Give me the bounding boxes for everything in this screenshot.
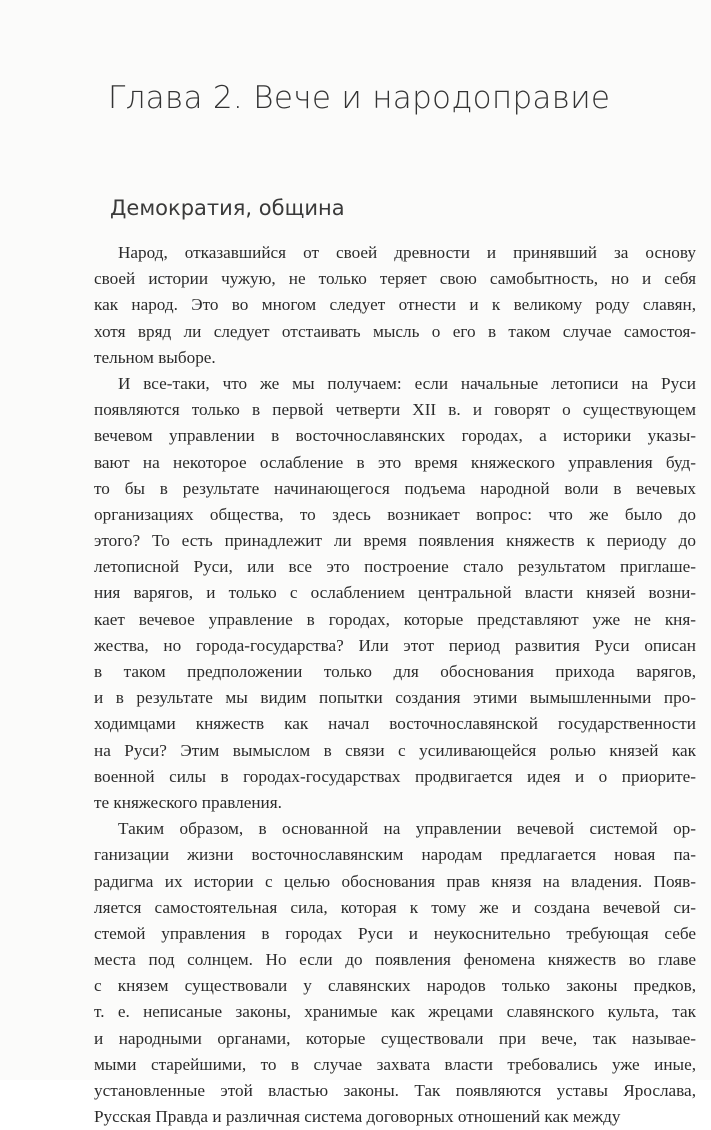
text-line: ганизации жизни восточнославянским народам предлагается новая па- (94, 845, 696, 865)
text-line: своей истории чужую, не только теряет свою самобытность, но и себя (94, 269, 696, 289)
text-line: вают на некоторое ослабление в это время княжеского управления буд- (94, 452, 696, 472)
text-line: ляется самостоятельная сила, которая к тому же и создана вечевой си- (94, 897, 696, 917)
text-line: организациях общества, то здесь возникает вопрос: что же было до (94, 504, 696, 524)
text-line: летописной Руси, или все это построение стало результатом приглаше- (94, 557, 696, 577)
text-line: места под солнцем. Но если до появления феномена княжеств во главе (94, 950, 696, 970)
text-line: Таким образом, в основанной на управлении вечевой системой ор- (118, 819, 696, 839)
text-line: радигма их истории с целью обоснования прав князя на владения. Появ- (94, 871, 696, 891)
paragraph (94, 816, 696, 1130)
body-text (94, 240, 696, 1130)
text-line: вечевом управлении в восточнославянских городах, а историки указы- (94, 426, 696, 446)
text-line: т. е. неписаные законы, хранимые как жрецами славянского культа, так (94, 1002, 696, 1022)
text-line: мыми старейшими, то в случае захвата власти требовались уже иные, (94, 1054, 696, 1074)
text-line: установленные этой властью законы. Так появляются уставы Ярослава, (94, 1081, 696, 1100)
text-line: Русская Правда и различная система договорных отношений как между (94, 1107, 621, 1127)
text-line: и народными органами, которые существовали при вече, так называе- (94, 1028, 696, 1048)
text-line: военной силы в городах-государствах продвигается идея и о приорите- (94, 766, 696, 786)
section-title: Демократия, община (110, 196, 345, 220)
text-line: появляются только в первой четверти XII в. и говорят о существующем (94, 400, 696, 420)
text-line: то бы в результате начинающегося подъема народной воли в вечевых (94, 478, 696, 498)
text-line: жества, но города-государства? Или этот период развития Руси описан (94, 635, 696, 655)
text-line: этого? То есть принадлежит ли время появления княжеств к периоду до (94, 531, 696, 551)
text-line: в таком предположении только для обоснования прихода варягов, (94, 662, 696, 681)
text-line: хотя вряд ли следует отстаивать мысль о его в таком случае самостоя- (94, 321, 696, 341)
text-line: те княжеского правления. (94, 792, 282, 812)
text-line: и в результате мы видим попытки создания этими вымышленными про- (94, 688, 696, 708)
text-line: с князем существовали у славянских народов только законы предков, (94, 976, 696, 996)
text-line: ходимцами княжеств как начал восточнославянской государственности (94, 714, 696, 734)
text-line: тельном выборе. (94, 347, 216, 367)
text-line: И все-таки, что же мы получаем: если начальные летописи на Руси (118, 373, 696, 393)
text-line: кает вечевое управление в городах, которые представляют уже не кня- (94, 609, 696, 629)
text-line: на Руси? Этим вымыслом в связи с усиливающейся ролью князей как (94, 740, 696, 760)
text-line: стемой управления в городах Руси и неукоснительно требующая себе (94, 923, 696, 943)
text-line: как народ. Это во многом следует отнести и к великому роду славян, (94, 295, 696, 315)
paragraph (94, 371, 696, 816)
chapter-title: Глава 2. Вече и народоправие (108, 80, 611, 116)
text-line: ния варягов, и только с ослаблением центральной власти князей возни- (94, 583, 696, 603)
paragraph (94, 240, 696, 371)
text-line: Народ, отказавшийся от своей древности и принявший за основу (118, 243, 696, 262)
